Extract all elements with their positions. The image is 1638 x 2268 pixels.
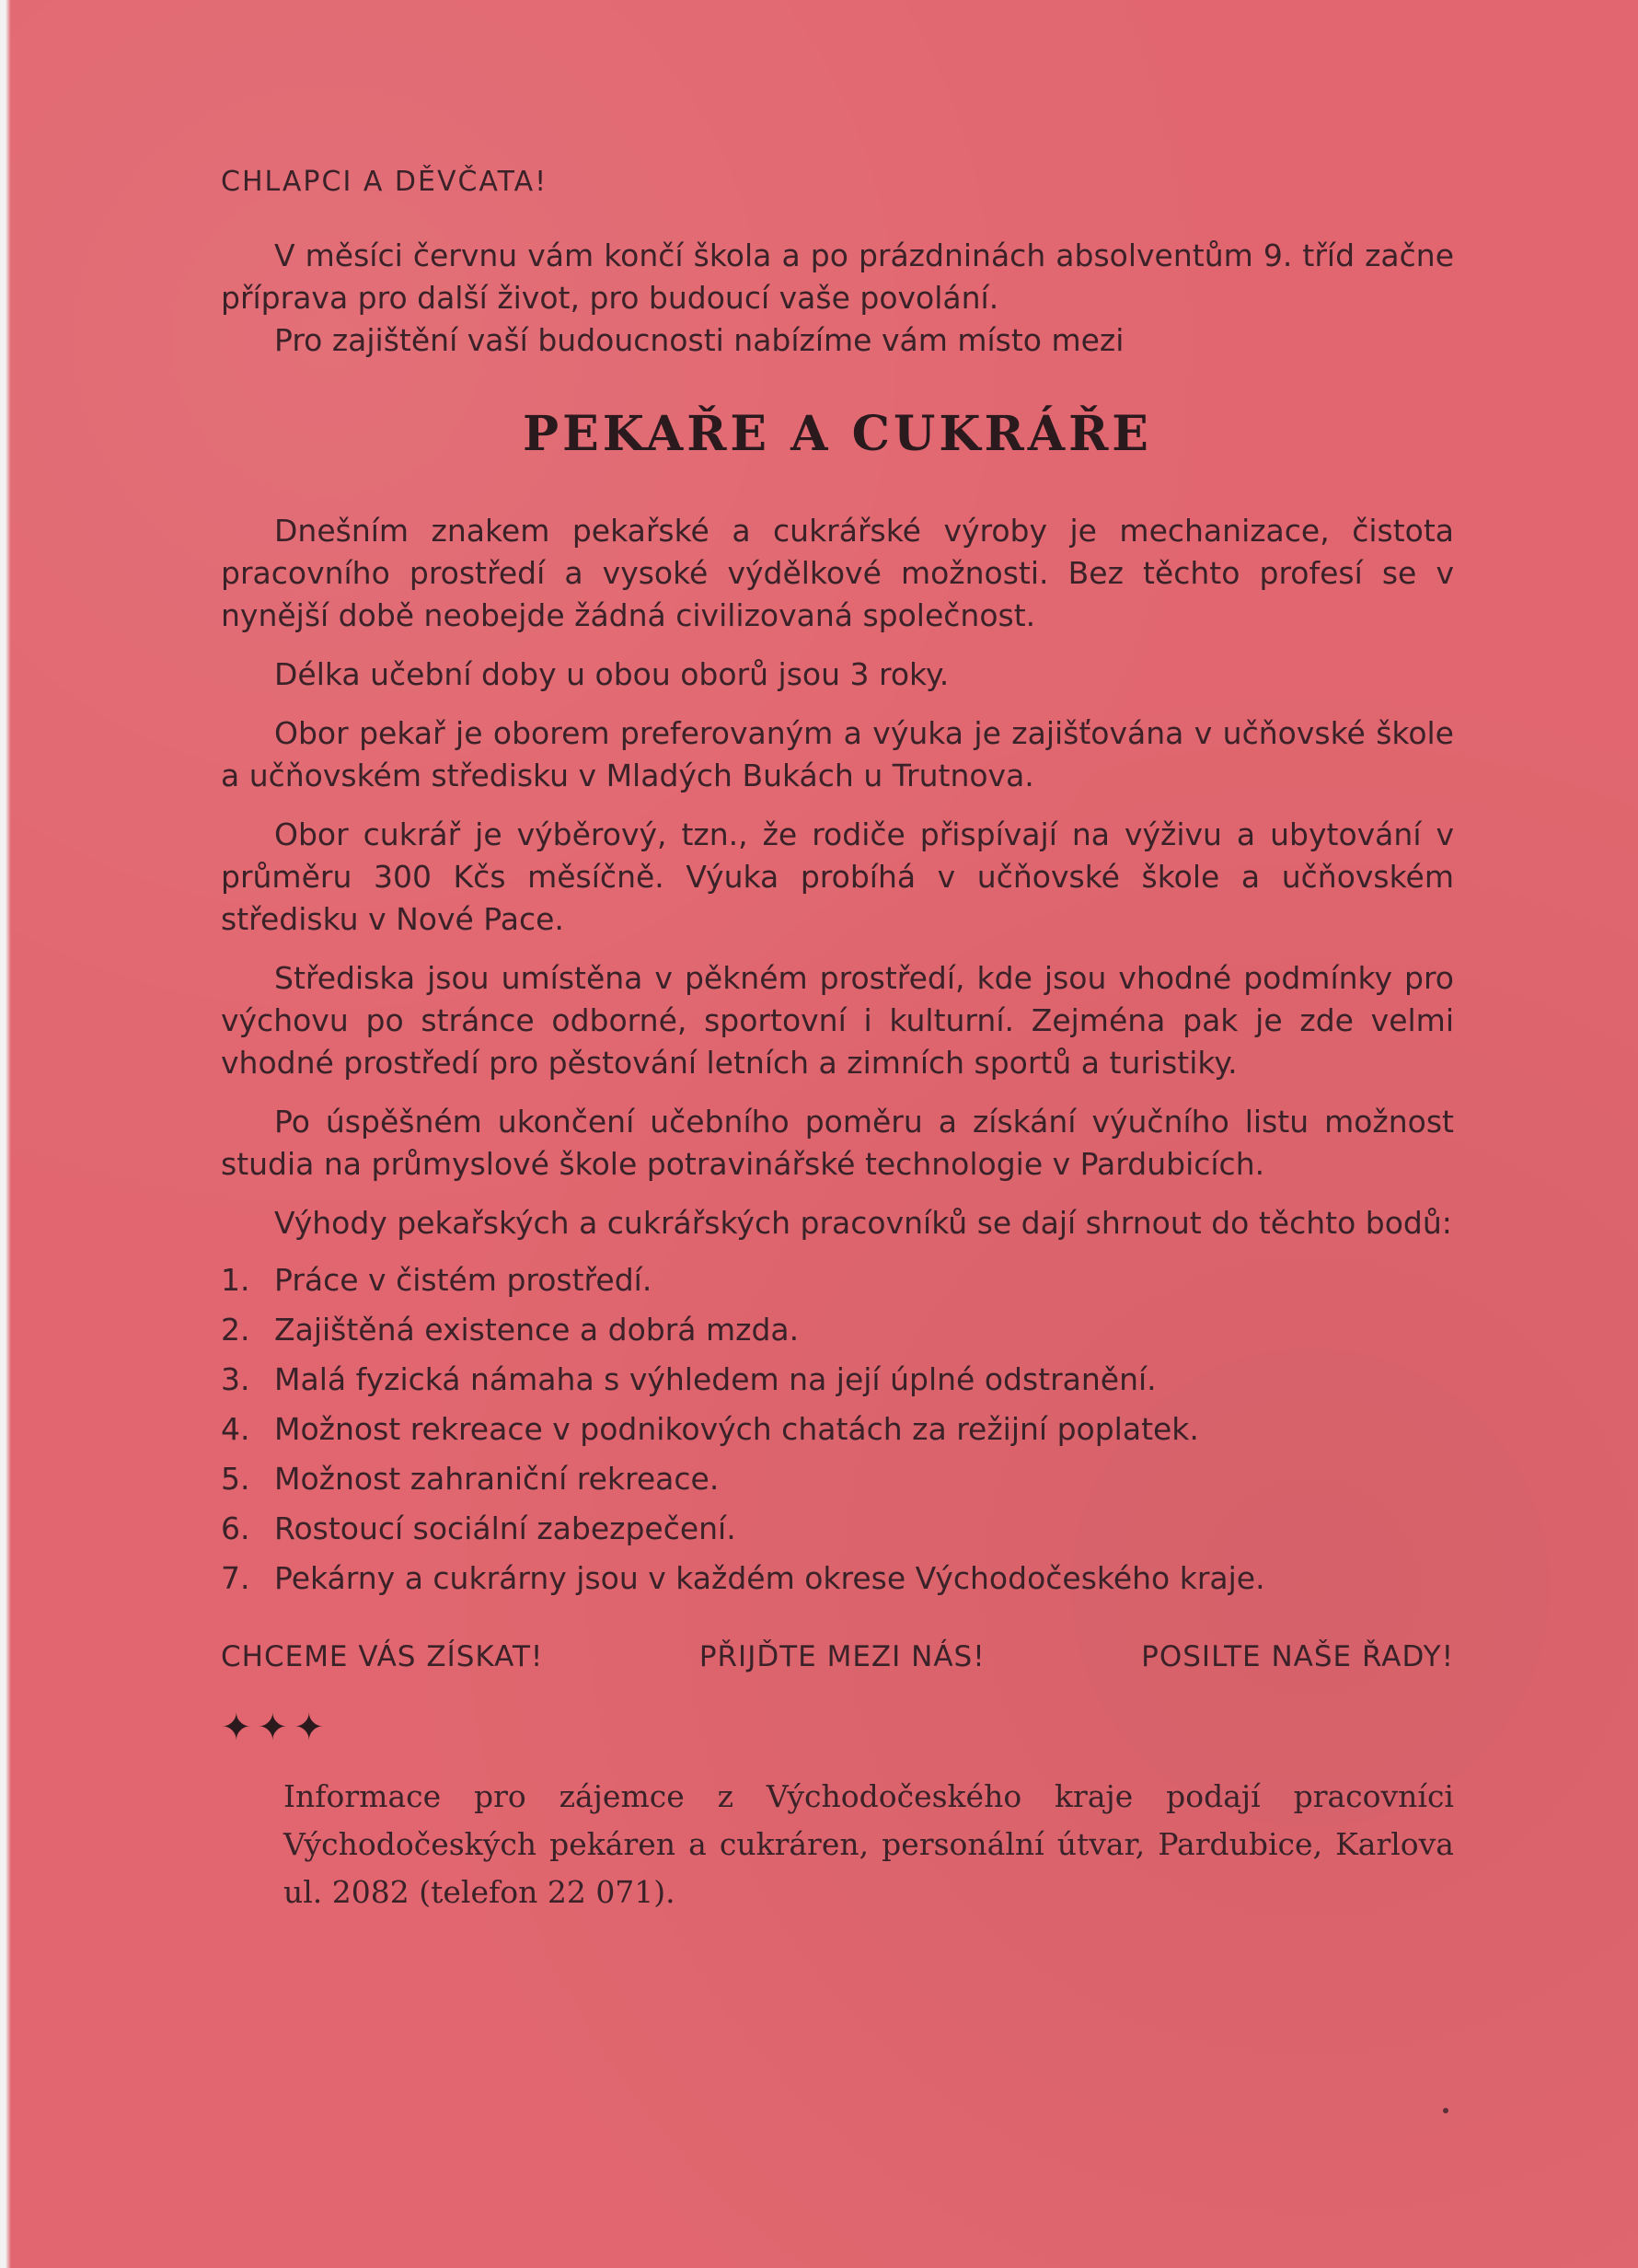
list-item-text: Malá fyzická námaha s výhledem na její úplné odstranění. xyxy=(274,1361,1157,1397)
slogans xyxy=(221,1640,1454,1673)
list-item-text: Práce v čistém prostředí. xyxy=(274,1262,652,1298)
list-item xyxy=(221,1256,1454,1305)
list-item xyxy=(221,1405,1454,1454)
body-paragraph-6: Po úspěšném ukončení učebního poměru a získání výučního listu možnost studia na průmyslové škole potravinářské technologie v Pardubicích. xyxy=(221,1104,1454,1182)
list-item-number: 2. xyxy=(221,1312,250,1348)
list-item-text: Rostoucí sociální zabezpečení. xyxy=(274,1510,736,1546)
list-item xyxy=(221,1355,1454,1405)
intro-paragraph-1: V měsíci červnu vám končí škola a po prázdninách absolventům 9. tříd začne příprava pro další život, pro budoucí vaše povolání. xyxy=(221,237,1454,316)
list-item-number: 7. xyxy=(221,1560,250,1596)
body-paragraph-3: Obor pekař je oborem preferovaným a výuka je zajišťována v učňovské škole a učňovském středisku v Mladých Bukách u Trutnova. xyxy=(221,715,1454,793)
list-item xyxy=(221,1554,1454,1603)
page-title: PEKAŘE A CUKRÁŘE xyxy=(523,406,1152,462)
intro-paragraph-2: Pro zajištění vaší budoucnosti nabízíme vám místo mezi xyxy=(274,322,1125,358)
list-item-number: 3. xyxy=(221,1361,250,1397)
slogan-2: PŘIJĎTE MEZI NÁS! xyxy=(698,1640,986,1673)
body-paragraph-5: Střediska jsou umístěna v pěkném prostředí, kde jsou vhodné podmínky pro výchovu po stránce odborné, sportovní i kulturní. Zejména pak je zde velmi vhodné prostředí pro pěstování letních a zimních sportů a turistiky. xyxy=(221,960,1454,1081)
benefits-list xyxy=(221,1256,1454,1603)
paper-speck xyxy=(1443,2108,1448,2113)
list-item-text: Zajištěná existence a dobrá mzda. xyxy=(274,1312,800,1348)
list-item xyxy=(221,1305,1454,1355)
body-paragraph-2: Délka učební doby u obou oborů jsou 3 roky. xyxy=(274,656,950,692)
list-item xyxy=(221,1454,1454,1504)
body-paragraph-4: Obor cukrář je výběrový, tzn., že rodiče přispívají na výživu a ubytování v průměru 300 Kčs měsíčně. Výuka probíhá v učňovské škole a učňovském středisku v Nové Pace. xyxy=(221,816,1454,937)
greeting: CHLAPCI A DĚVČATA! xyxy=(221,166,548,198)
slogan-3: POSILTE NAŠE ŘADY! xyxy=(1141,1640,1454,1673)
contact-info: Informace pro zájemce z Východočeského kraje podají pracovníci Východočeských pekáren a cukráren, personální útvar, Pardubice, Karlova ul. 2082 (telefon 22 071). xyxy=(283,1778,1454,1910)
list-item-number: 6. xyxy=(221,1510,250,1546)
body-paragraph-1: Dnešním znakem pekařské a cukrářské výroby je mechanizace, čistota pracovního prostředí a vysoké výdělkové možnosti. Bez těchto profesí se v nynější době neobejde žádná civilizovaná společnost. xyxy=(221,513,1454,633)
body-paragraph-7: Výhody pekařských a cukrářských pracovníků se dají shrnout do těchto bodů: xyxy=(274,1205,1452,1241)
list-item-number: 5. xyxy=(221,1461,250,1497)
list-item-number: 4. xyxy=(221,1411,250,1447)
list-item xyxy=(221,1504,1454,1554)
list-item-number: 1. xyxy=(221,1262,250,1298)
list-item-text: Možnost zahraniční rekreace. xyxy=(274,1461,720,1497)
leaflet xyxy=(221,166,1454,1916)
scan-edge xyxy=(0,0,11,2268)
star-ornament-icon: ✦✦✦ xyxy=(221,1707,330,1749)
list-item-text: Možnost rekreace v podnikových chatách za režijní poplatek. xyxy=(274,1411,1199,1447)
list-item-text: Pekárny a cukrárny jsou v každém okrese Východočeského kraje. xyxy=(274,1560,1265,1596)
slogan-1: CHCEME VÁS ZÍSKAT! xyxy=(221,1640,544,1673)
